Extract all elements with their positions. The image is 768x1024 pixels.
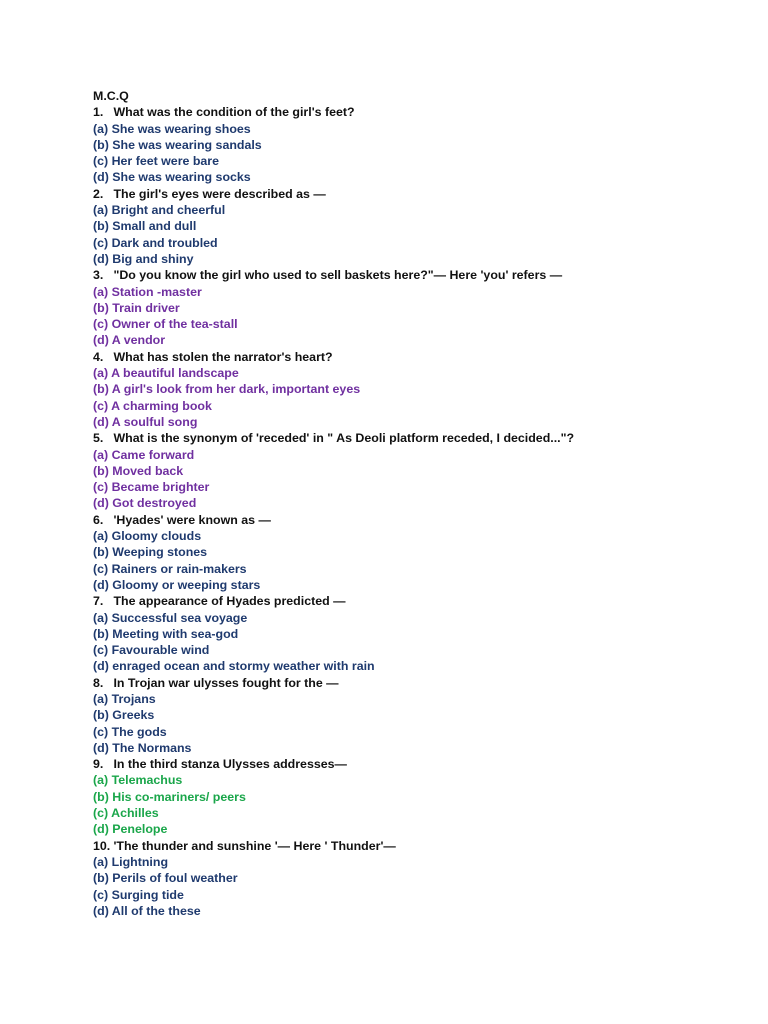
answer-option: (b) Moved back xyxy=(93,463,184,478)
answer-option: (c) Owner of the tea-stall xyxy=(93,317,238,332)
answer-option: (c) A charming book xyxy=(93,398,212,413)
answer-option: (c) Dark and troubled xyxy=(93,235,218,250)
question-text xyxy=(93,267,753,283)
question-number: 3. xyxy=(93,268,104,283)
answer-option: (b) Small and dull xyxy=(93,219,197,234)
answer-option: (b) Meeting with sea-god xyxy=(93,626,239,641)
question-number: 1. xyxy=(93,105,104,120)
answer-option: (a) She was wearing shoes xyxy=(93,121,251,136)
question-prompt: 'The thunder and sunshine '— Here ' Thunder'— xyxy=(113,838,396,853)
question-number: 6. xyxy=(93,512,104,527)
answer-option: (c) Achilles xyxy=(93,806,159,821)
answer-option: (b) Perils of foul weather xyxy=(93,871,238,886)
question-number: 7. xyxy=(93,594,104,609)
answer-option: (a) Station -master xyxy=(93,284,202,299)
answer-option: (d) She was wearing socks xyxy=(93,170,251,185)
answer-option: (b) Train driver xyxy=(93,300,180,315)
question-text xyxy=(93,186,753,202)
answer-option: (d) The Normans xyxy=(93,740,192,755)
answer-option: (d) A vendor xyxy=(93,333,166,348)
answer-option: (b) A girl's look from her dark, important eyes xyxy=(93,382,361,397)
answer-option: (a) Came forward xyxy=(93,447,195,462)
question-block xyxy=(93,186,753,267)
question-prompt: The girl's eyes were described as — xyxy=(113,186,326,201)
question-block xyxy=(93,267,753,348)
answer-option: (c) Rainers or rain-makers xyxy=(93,561,247,576)
question-prompt: The appearance of Hyades predicted — xyxy=(113,594,346,609)
question-text xyxy=(93,104,753,120)
answer-option: (d) All of the these xyxy=(93,903,201,918)
question-text xyxy=(93,675,753,691)
answer-option: (a) A beautiful landscape xyxy=(93,366,239,381)
question-prompt: What is the synonym of 'receded' in " As Deoli platform receded, I decided..."? xyxy=(113,431,575,446)
answer-option: (d) Gloomy or weeping stars xyxy=(93,577,261,592)
answer-option: (d) Got destroyed xyxy=(93,496,197,511)
answer-option: (c) Her feet were bare xyxy=(93,154,220,169)
question-block xyxy=(93,349,753,430)
question-prompt: What was the condition of the girl's feet? xyxy=(113,105,355,120)
document-heading: M.C.Q xyxy=(93,89,129,103)
question-block xyxy=(93,593,753,674)
answer-option: (a) Gloomy clouds xyxy=(93,529,202,544)
answer-option: (d) Big and shiny xyxy=(93,251,194,266)
answer-option: (c) Favourable wind xyxy=(93,643,210,658)
answer-option: (a) Bright and cheerful xyxy=(93,203,226,218)
answer-option: (c) Surging tide xyxy=(93,887,184,902)
answer-option: (d) A soulful song xyxy=(93,414,198,429)
answer-option: (a) Trojans xyxy=(93,691,156,706)
answer-option: (b) His co-mariners/ peers xyxy=(93,789,246,804)
answer-option: (c) Became brighter xyxy=(93,480,210,495)
mcq-document xyxy=(93,88,753,919)
answer-option: (d) enraged ocean and stormy weather with rain xyxy=(93,659,375,674)
question-number: 10. xyxy=(93,838,111,853)
answer-option: (c) The gods xyxy=(93,724,167,739)
answer-option: (b) Greeks xyxy=(93,708,155,723)
question-text xyxy=(93,512,753,528)
question-block xyxy=(93,675,753,756)
question-block xyxy=(93,512,753,593)
answer-option: (d) Penelope xyxy=(93,822,168,837)
question-prompt: 'Hyades' were known as — xyxy=(113,512,271,527)
question-text xyxy=(93,756,753,772)
question-block xyxy=(93,430,753,511)
question-block xyxy=(93,838,753,919)
answer-option: (b) She was wearing sandals xyxy=(93,137,262,152)
question-prompt: What has stolen the narrator's heart? xyxy=(113,349,333,364)
answer-option: (a) Telemachus xyxy=(93,773,183,788)
question-text xyxy=(93,349,753,365)
question-number: 9. xyxy=(93,757,104,772)
question-prompt: In Trojan war ulysses fought for the — xyxy=(113,675,339,690)
question-number: 5. xyxy=(93,431,104,446)
question-text xyxy=(93,430,753,446)
question-number: 2. xyxy=(93,186,104,201)
answer-option: (a) Lightning xyxy=(93,854,169,869)
answer-option: (b) Weeping stones xyxy=(93,545,208,560)
question-prompt: "Do you know the girl who used to sell baskets here?"— Here 'you' refers — xyxy=(113,268,563,283)
question-block xyxy=(93,756,753,837)
question-number: 4. xyxy=(93,349,104,364)
question-number: 8. xyxy=(93,675,104,690)
question-prompt: In the third stanza Ulysses addresses— xyxy=(113,757,347,772)
question-text xyxy=(93,838,753,854)
question-list xyxy=(93,104,753,919)
answer-option: (a) Successful sea voyage xyxy=(93,610,248,625)
question-block xyxy=(93,104,753,185)
question-text xyxy=(93,593,753,609)
